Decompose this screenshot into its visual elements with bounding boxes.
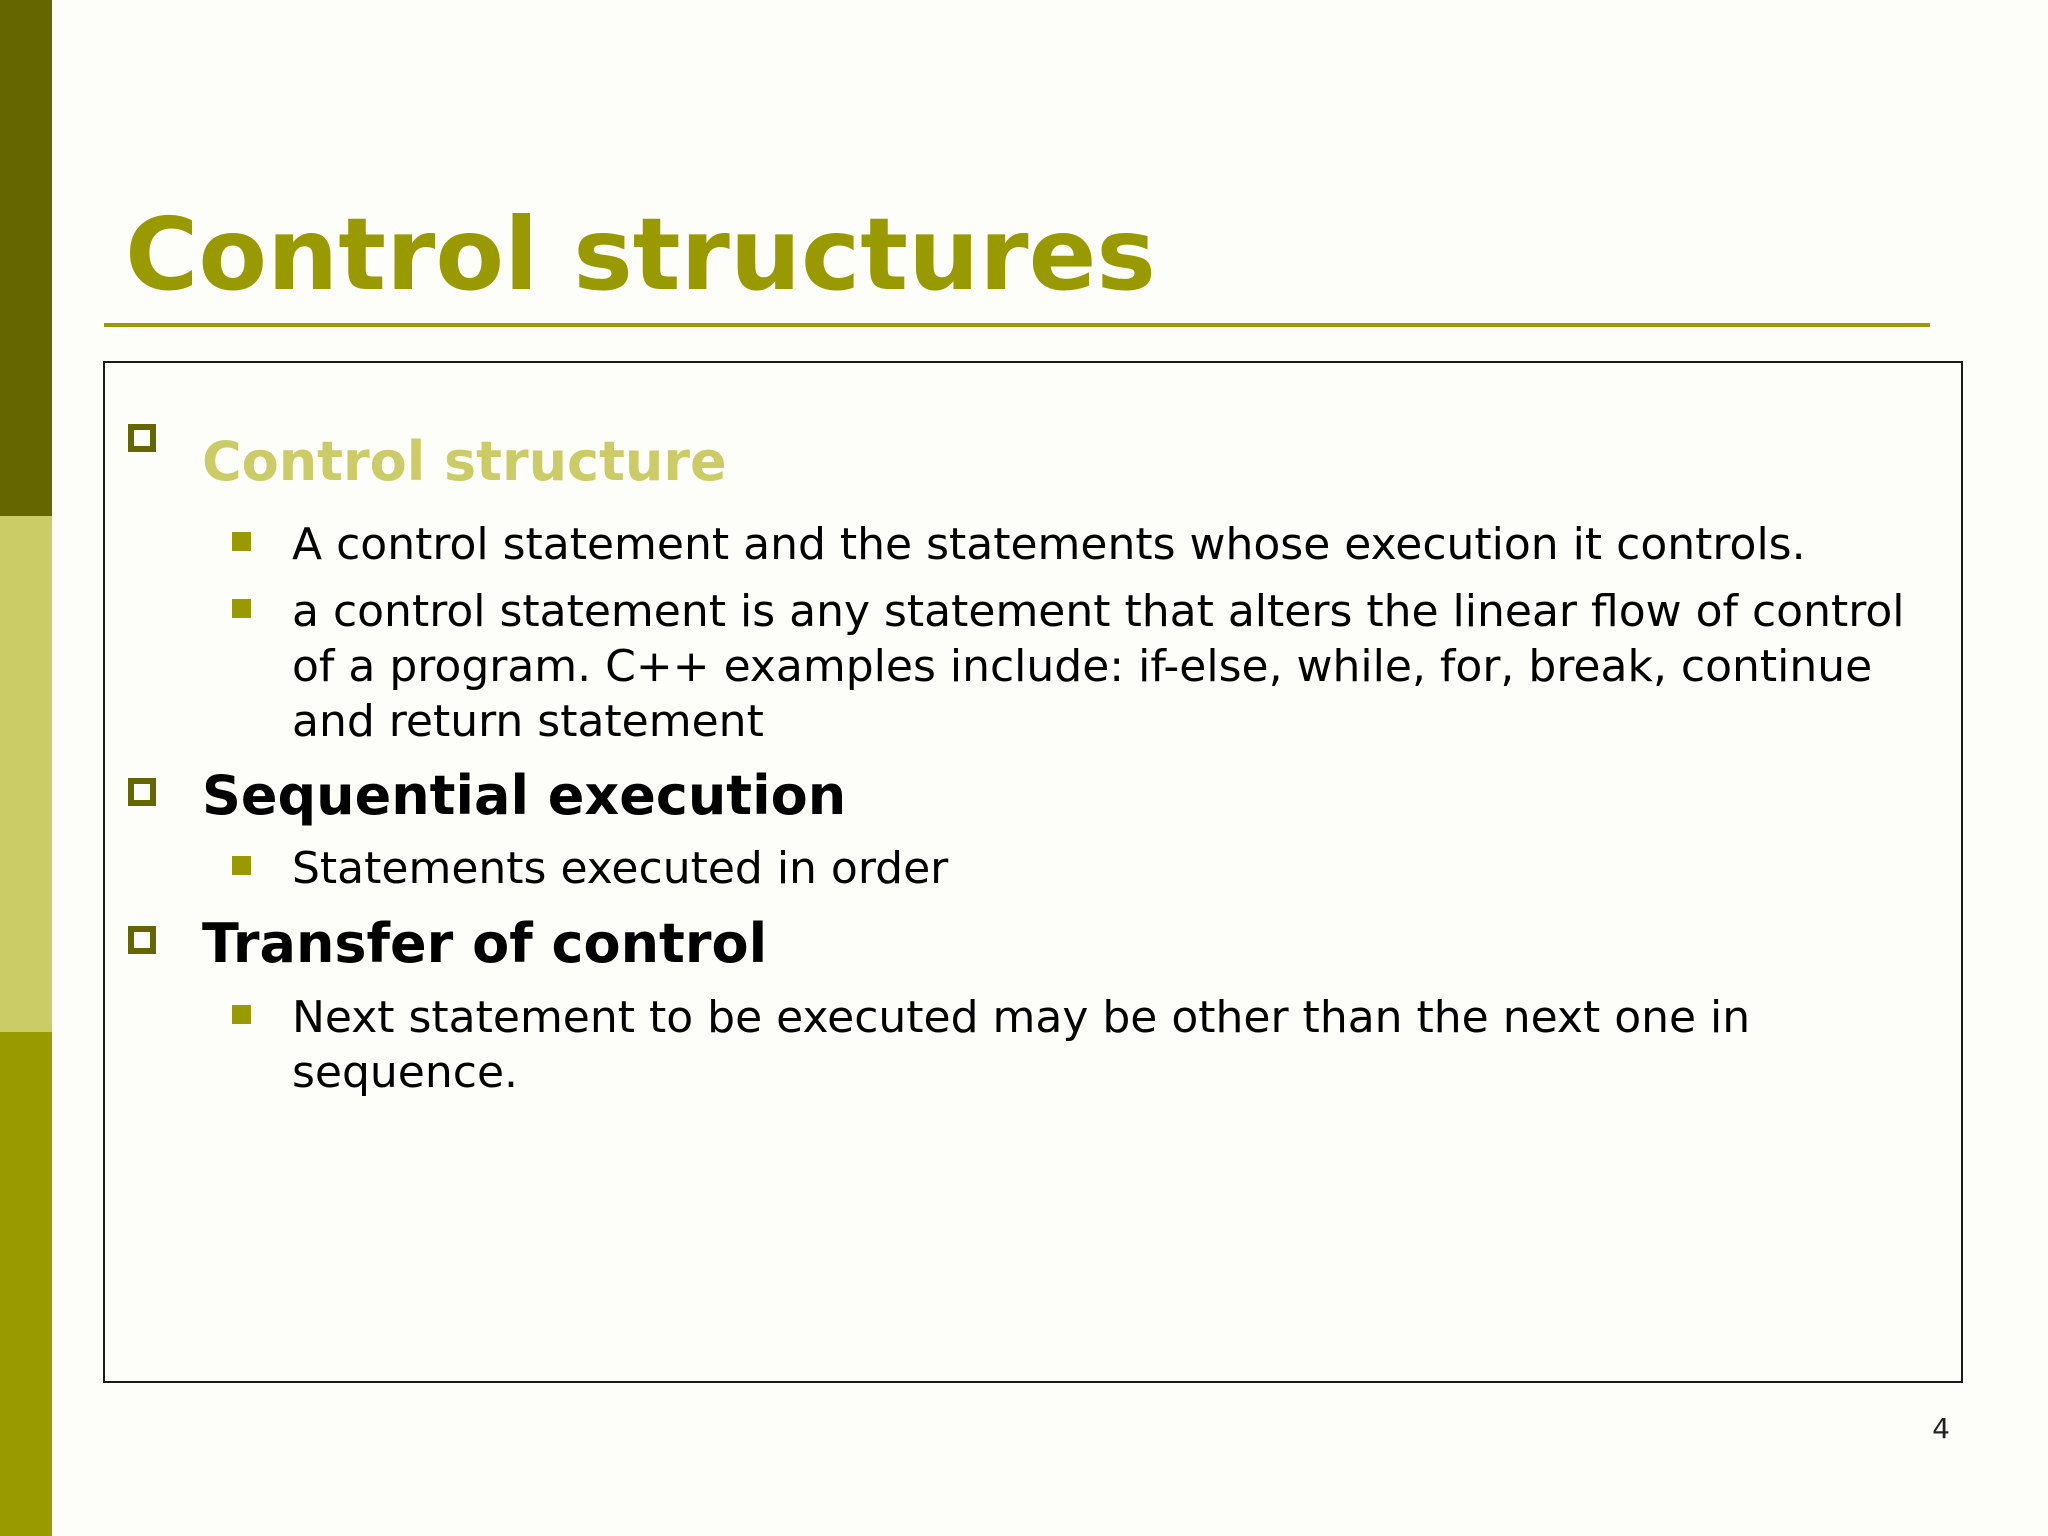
accent-bar-bottom bbox=[0, 1032, 52, 1536]
filled-square-bullet-icon bbox=[232, 532, 251, 551]
sub-bullet-text: Next statement to be executed may be other than the next one in sequence. bbox=[292, 992, 1751, 1098]
sub-bullet-text: Statements executed in order bbox=[292, 843, 949, 894]
slide-title: Control structures bbox=[125, 196, 1156, 313]
accent-bar-middle bbox=[0, 516, 52, 1032]
bullet-heading: Transfer of control bbox=[202, 912, 768, 975]
hollow-square-bullet-icon bbox=[128, 778, 156, 806]
bullet-heading: Control structure bbox=[202, 430, 727, 493]
bullet-heading: Sequential execution bbox=[202, 764, 847, 827]
hollow-square-bullet-icon bbox=[128, 424, 156, 452]
hollow-square-bullet-icon bbox=[128, 926, 156, 954]
title-underline bbox=[104, 323, 1930, 327]
page-number: 4 bbox=[1932, 1412, 1950, 1445]
filled-square-bullet-icon bbox=[232, 1005, 251, 1024]
sub-bullet-text: A control statement and the statements whose execution it controls. bbox=[292, 519, 1806, 570]
filled-square-bullet-icon bbox=[232, 856, 251, 875]
accent-bar-top bbox=[0, 0, 52, 516]
filled-square-bullet-icon bbox=[232, 599, 251, 618]
sub-bullet-text: a control statement is any statement that alters the linear flow of control of a program. C++ examples include: if-else, while, for, break, continue and return statement bbox=[292, 586, 1905, 747]
